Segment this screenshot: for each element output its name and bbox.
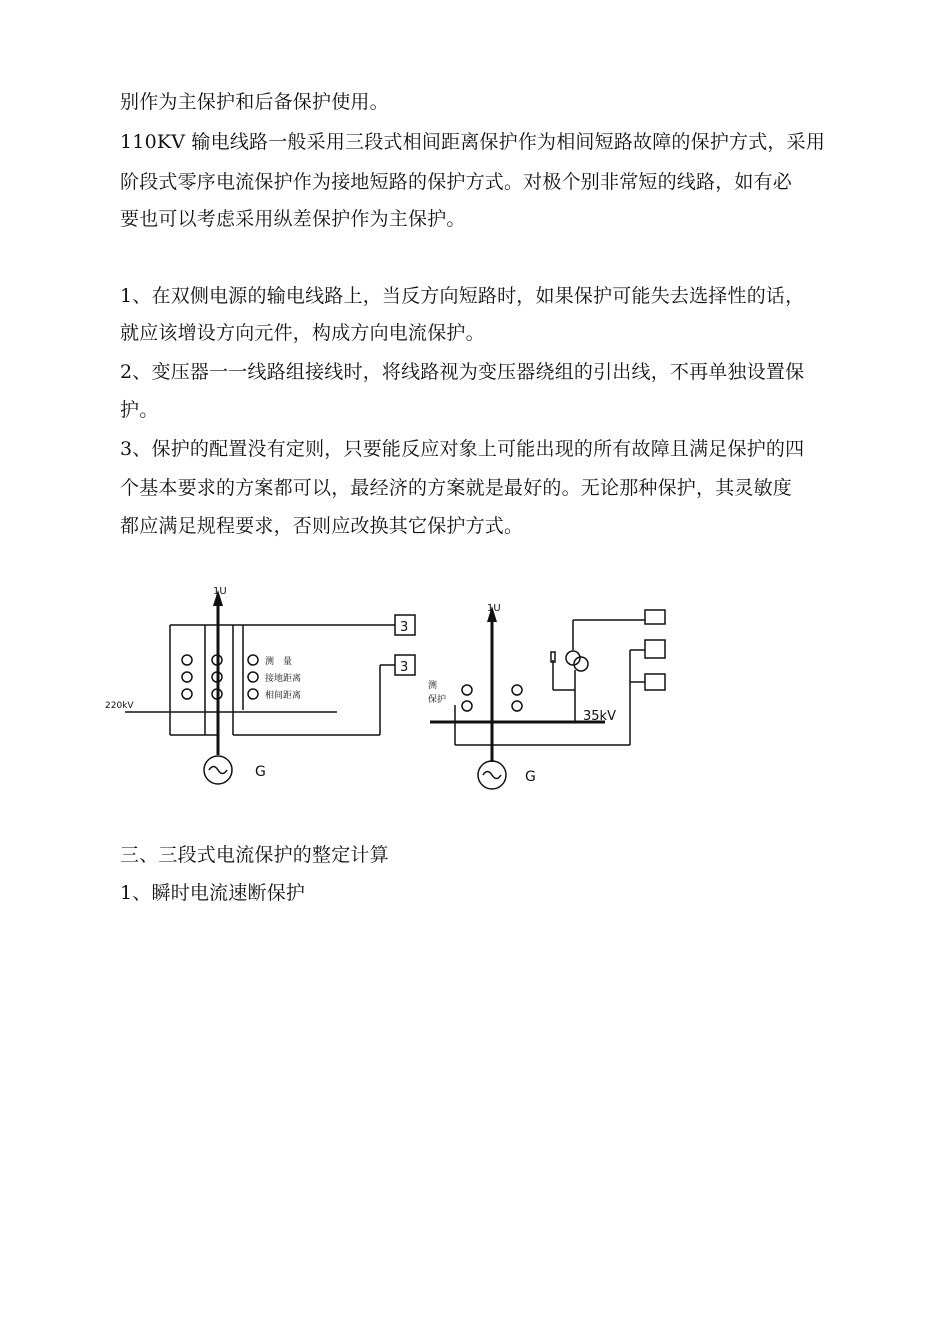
- right-side-label: 保护: [428, 695, 447, 705]
- right-bus-label: 35kV: [583, 709, 616, 724]
- note-3-line: 3、保护的配置没有定则，只要能反应对象上可能出现的所有故障且满足保护的四: [120, 438, 805, 460]
- note-1-line: 就应该增设方向元件，构成方向电流保护。: [120, 322, 485, 344]
- left-row-label: 测 量: [265, 657, 293, 667]
- note-3-line: 个基本要求的方案都可以，最经济的方案就是最好的。无论那种保护，其灵敏度: [120, 477, 793, 499]
- right-generator-label: G: [525, 769, 536, 785]
- section-heading: 三、三段式电流保护的整定计算: [120, 844, 389, 866]
- subsection-heading: 1、瞬时电流速断保护: [120, 882, 306, 904]
- paragraph-line: 阶段式零序电流保护作为接地短路的保护方式。对极个别非常短的线路，如有必: [120, 171, 793, 193]
- note-2-line: 2、变压器一一线路组接线时，将线路视为变压器绕组的引出线，不再单独设置保: [120, 361, 805, 383]
- right-side-label: 测: [428, 681, 438, 691]
- left-row-label: 相间距离: [265, 691, 302, 701]
- left-row-label: 接地距离: [265, 674, 302, 684]
- left-box-label: 3: [400, 620, 409, 635]
- left-generator-label: G: [255, 764, 266, 780]
- paragraph-line: 别作为主保护和后备保护使用。: [120, 91, 389, 113]
- left-bus-label: 220kV: [105, 701, 134, 711]
- paragraph-line: 110KV 输电线路一般采用三段式相间距离保护作为相间短路故障的保护方式，采用: [120, 131, 826, 153]
- right-top-label: 1U: [487, 603, 501, 614]
- left-top-label: 1U: [213, 586, 227, 597]
- note-1-line: 1、在双侧电源的输电线路上，当反方向短路时，如果保护可能失去选择性的话，: [120, 285, 805, 307]
- protection-wiring-diagram: [105, 580, 685, 805]
- left-box-label: 3: [400, 660, 409, 675]
- paragraph-line: 要也可以考虑采用纵差保护作为主保护。: [120, 208, 466, 230]
- note-2-line: 护。: [120, 399, 159, 421]
- note-3-line: 都应满足规程要求，否则应改换其它保护方式。: [120, 515, 524, 537]
